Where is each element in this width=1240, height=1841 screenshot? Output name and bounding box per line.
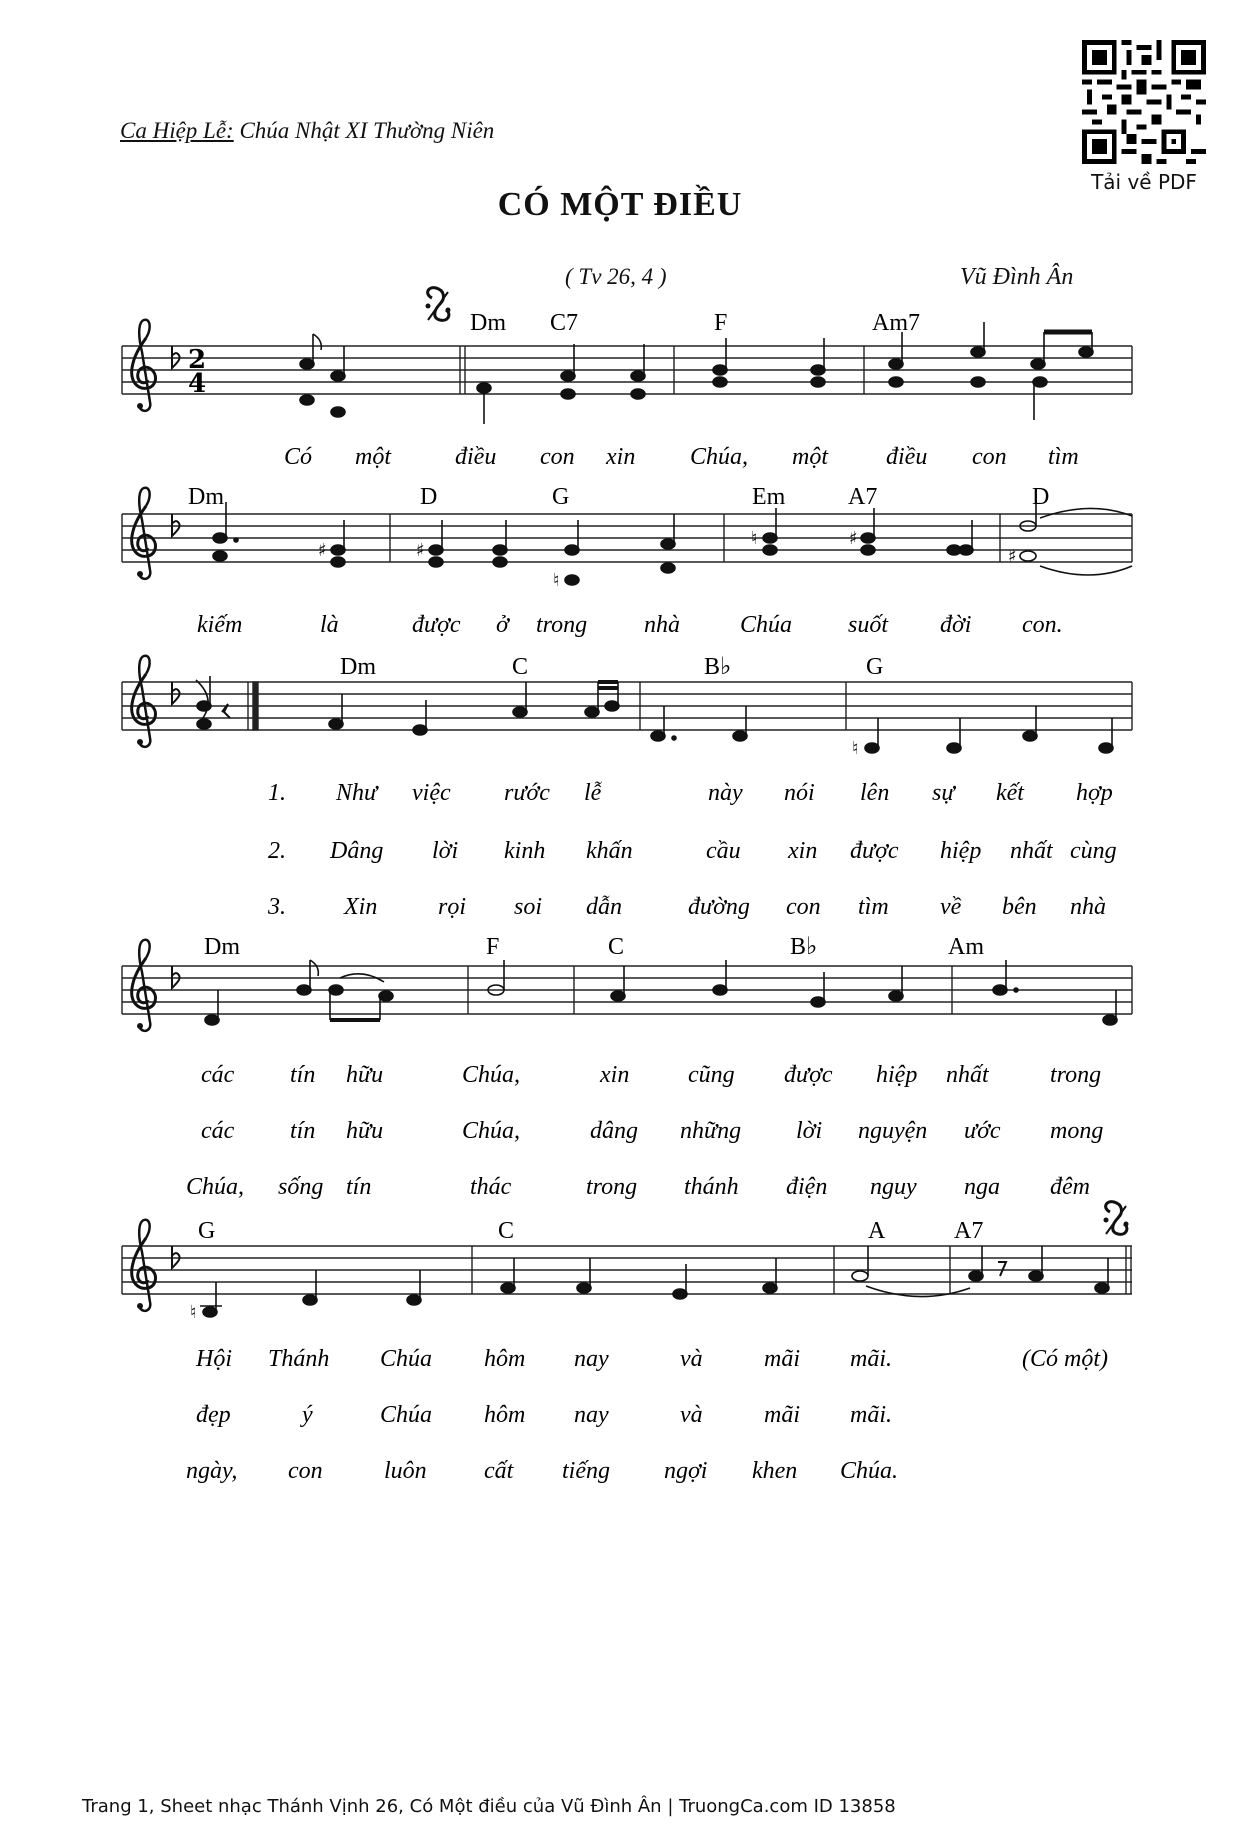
svg-text:♮: ♮ [852, 738, 859, 759]
svg-text:2.: 2. [268, 838, 286, 864]
svg-text:được: được [784, 1062, 833, 1088]
svg-text:những: những [680, 1118, 742, 1144]
svg-text:F: F [486, 934, 500, 960]
svg-text:Am7: Am7 [872, 310, 920, 336]
svg-text:đường: đường [688, 894, 750, 920]
svg-text:Dm: Dm [470, 310, 506, 336]
svg-text:A7: A7 [848, 484, 878, 510]
download-pdf-link[interactable]: Tải về PDF [1091, 170, 1197, 194]
svg-text:nói: nói [784, 780, 815, 806]
composer-name: Vũ Đình Ân [960, 264, 1074, 290]
svg-text:điều: điều [886, 444, 928, 470]
svg-text:hợp: hợp [1076, 780, 1113, 806]
liturgy-label-occasion: Chúa Nhật XI Thường Niên [233, 118, 495, 143]
svg-text:A7: A7 [954, 1218, 984, 1244]
svg-text:con.: con. [1022, 612, 1063, 638]
staff-system-1 [122, 288, 1132, 424]
svg-text:hiệp: hiệp [876, 1062, 918, 1088]
svg-text:nhất: nhất [1010, 838, 1053, 864]
lyrics-system-4 [186, 1062, 1103, 1200]
svg-text:2: 2 [188, 345, 207, 375]
svg-text:mãi.: mãi. [850, 1346, 892, 1372]
svg-text:Chúa,: Chúa, [186, 1174, 245, 1200]
svg-text:Chúa,: Chúa, [690, 444, 749, 470]
svg-text:đêm: đêm [1050, 1174, 1090, 1200]
svg-text:ước: ước [964, 1118, 1001, 1144]
svg-text:con: con [972, 444, 1007, 470]
svg-text:♯: ♯ [416, 540, 425, 561]
svg-text:Có: Có [284, 444, 313, 470]
svg-text:tín: tín [346, 1174, 372, 1200]
svg-text:D: D [1032, 484, 1050, 510]
svg-text:thánh: thánh [684, 1174, 739, 1200]
song-title: CÓ MỘT ĐIỀU [497, 186, 743, 223]
svg-text:suốt: suốt [848, 612, 889, 638]
svg-text:Xin: Xin [344, 894, 378, 920]
svg-text:mãi: mãi [764, 1402, 800, 1428]
svg-text:các: các [201, 1118, 235, 1144]
svg-text:cũng: cũng [688, 1062, 735, 1088]
svg-text:Dâng: Dâng [330, 838, 384, 864]
svg-text:Như: Như [336, 780, 378, 806]
svg-text:3.: 3. [268, 894, 286, 920]
lyrics-system-1 [284, 444, 1079, 470]
svg-text:Dm: Dm [204, 934, 240, 960]
svg-text:dẫn: dẫn [586, 894, 622, 920]
svg-text:và: và [680, 1346, 703, 1372]
svg-text:trong: trong [1050, 1062, 1102, 1088]
svg-text:C: C [512, 654, 529, 680]
svg-text:nay: nay [574, 1402, 609, 1428]
svg-text:Chúa: Chúa [380, 1346, 433, 1372]
svg-text:tìm: tìm [1048, 444, 1079, 470]
svg-text:lên: lên [860, 780, 890, 806]
svg-text:lời: lời [796, 1118, 823, 1144]
svg-text:nga: nga [964, 1174, 1000, 1200]
svg-text:là: là [320, 612, 339, 638]
svg-text:Hội: Hội [196, 1346, 232, 1372]
svg-text:xin: xin [606, 444, 636, 470]
svg-text:được: được [850, 838, 899, 864]
svg-text:và: và [680, 1402, 703, 1428]
svg-text:này: này [708, 780, 743, 806]
staff-system-2 [122, 488, 1132, 591]
page-footer: Trang 1, Sheet nhạc Thánh Vịnh 26, Có Một điều của Vũ Đình Ân | TruongCa.com ID 13858 [82, 1796, 896, 1817]
svg-text:B♭: B♭ [790, 934, 818, 960]
svg-text:B♭: B♭ [704, 654, 732, 680]
svg-text:trong: trong [586, 1174, 638, 1200]
svg-text:ngày,: ngày, [186, 1458, 238, 1484]
chord-row-2 [188, 484, 1049, 510]
svg-text:ý: ý [302, 1402, 313, 1428]
svg-text:đời: đời [940, 612, 972, 638]
svg-text:nhà: nhà [1070, 894, 1106, 920]
svg-text:điều: điều [455, 444, 497, 470]
svg-text:kết: kết [996, 780, 1024, 806]
svg-text:lễ: lễ [584, 780, 602, 806]
svg-text:C: C [498, 1218, 515, 1244]
svg-text:nhất: nhất [946, 1062, 989, 1088]
chord-row-3 [340, 654, 883, 680]
svg-text:rước: rước [504, 780, 550, 806]
chord-row-4 [204, 934, 984, 960]
svg-text:hữu: hữu [346, 1118, 384, 1144]
svg-text:tín: tín [290, 1118, 316, 1144]
svg-text:điện: điện [786, 1174, 828, 1200]
svg-text:ngợi: ngợi [664, 1458, 708, 1484]
svg-text:con: con [786, 894, 821, 920]
svg-text:xin: xin [600, 1062, 630, 1088]
psalm-reference: ( Tv 26, 4 ) [565, 264, 667, 289]
svg-text:một: một [355, 444, 391, 470]
svg-text:4: 4 [188, 369, 207, 399]
svg-text:C7: C7 [550, 310, 579, 336]
svg-text:trong: trong [536, 612, 588, 638]
svg-text:thác: thác [470, 1174, 512, 1200]
svg-text:lời: lời [432, 838, 459, 864]
svg-text:D: D [420, 484, 438, 510]
svg-text:khấn: khấn [586, 838, 633, 864]
svg-text:sống: sống [278, 1174, 324, 1200]
svg-text:khen: khen [752, 1458, 798, 1484]
svg-text:♮: ♮ [751, 528, 758, 549]
svg-text:dâng: dâng [590, 1118, 638, 1144]
svg-text:hôm: hôm [484, 1346, 526, 1372]
lyrics-system-2 [197, 612, 1063, 638]
svg-text:mong: mong [1050, 1118, 1104, 1144]
svg-text:hữu: hữu [346, 1062, 384, 1088]
svg-text:Dm: Dm [340, 654, 376, 680]
svg-text:kinh: kinh [504, 838, 546, 864]
svg-text:hôm: hôm [484, 1402, 526, 1428]
svg-text:đẹp: đẹp [196, 1402, 231, 1428]
svg-text:cùng: cùng [1070, 838, 1117, 864]
svg-text:hiệp: hiệp [940, 838, 982, 864]
svg-text:xin: xin [788, 838, 818, 864]
svg-text:con: con [540, 444, 575, 470]
svg-text:1.: 1. [268, 780, 286, 806]
svg-text:tín: tín [290, 1062, 316, 1088]
chord-row-5 [198, 1218, 983, 1244]
svg-text:♯: ♯ [849, 528, 858, 549]
svg-text:Chúa: Chúa [380, 1402, 433, 1428]
svg-text:Chúa.: Chúa. [840, 1458, 899, 1484]
svg-text:G: G [198, 1218, 216, 1244]
svg-text:con: con [288, 1458, 323, 1484]
svg-text:ở: ở [496, 612, 509, 638]
svg-text:♯: ♯ [1008, 546, 1017, 567]
svg-text:C: C [608, 934, 625, 960]
svg-text:F: F [714, 310, 728, 336]
svg-text:nguy: nguy [870, 1174, 917, 1200]
svg-text:các: các [201, 1062, 235, 1088]
svg-text:G: G [866, 654, 884, 680]
svg-text:soi: soi [514, 894, 543, 920]
svg-text:nguyện: nguyện [858, 1118, 928, 1144]
svg-text:sự: sự [932, 780, 955, 806]
svg-text:mãi.: mãi. [850, 1402, 892, 1428]
svg-text:luôn: luôn [384, 1458, 427, 1484]
svg-text:một: một [792, 444, 828, 470]
svg-text:việc: việc [412, 780, 451, 806]
svg-text:♯: ♯ [318, 540, 327, 561]
svg-text:♮: ♮ [553, 570, 560, 591]
svg-text:Dm: Dm [188, 484, 224, 510]
svg-text:được: được [412, 612, 461, 638]
svg-text:G: G [552, 484, 570, 510]
svg-text:Am: Am [948, 934, 984, 960]
svg-text:Chúa,: Chúa, [462, 1062, 521, 1088]
svg-text:Chúa,: Chúa, [462, 1118, 521, 1144]
svg-text:tìm: tìm [858, 894, 889, 920]
staff-system-3 [122, 656, 1132, 759]
svg-text:A: A [868, 1218, 886, 1244]
svg-text:về: về [940, 894, 962, 920]
svg-text:rọi: rọi [438, 894, 467, 920]
svg-text:(Có một): (Có một) [1022, 1346, 1108, 1372]
svg-text:mãi: mãi [764, 1346, 800, 1372]
svg-text:Thánh: Thánh [268, 1346, 330, 1372]
svg-text:cất: cất [484, 1458, 514, 1484]
chord-row-1 [470, 310, 920, 336]
svg-text:kiếm: kiếm [197, 612, 243, 638]
svg-text:nhà: nhà [644, 612, 680, 638]
svg-text:cầu: cầu [706, 838, 741, 864]
lyrics-system-5 [186, 1346, 1108, 1484]
svg-text:♮: ♮ [190, 1302, 197, 1323]
svg-text:Em: Em [752, 484, 786, 510]
svg-text:nay: nay [574, 1346, 609, 1372]
lyrics-system-3 [267, 780, 1117, 920]
liturgy-label-prefix: Ca Hiệp Lễ: [120, 118, 234, 143]
svg-text:Chúa: Chúa [740, 612, 793, 638]
svg-text:bên: bên [1002, 894, 1037, 920]
svg-text:tiếng: tiếng [562, 1458, 610, 1484]
